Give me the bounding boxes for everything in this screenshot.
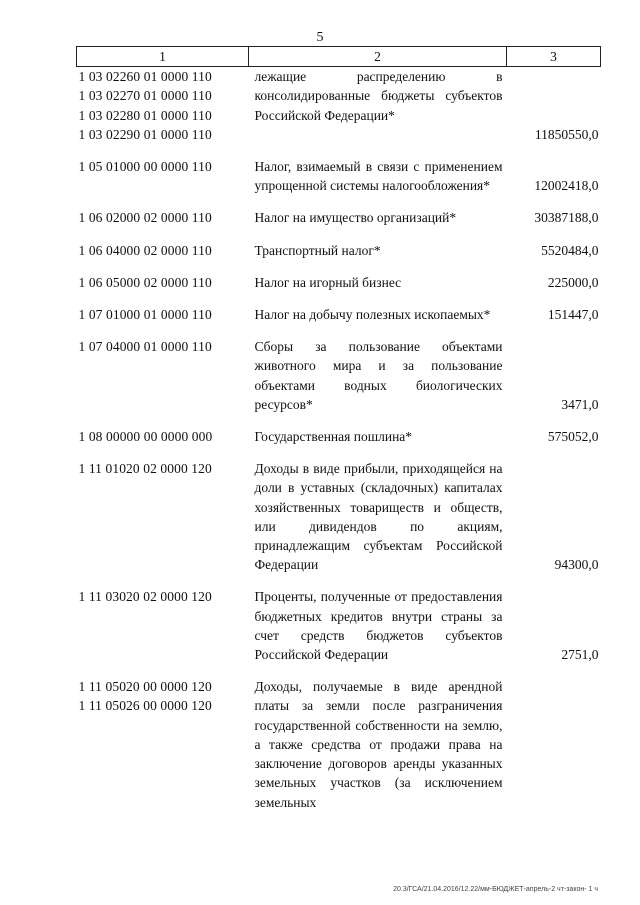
row-spacer	[77, 574, 601, 587]
budget-code: 1 11 05020 00 0000 120 1 11 05026 00 0000 120	[78, 679, 212, 714]
table-row	[77, 427, 601, 446]
budget-code: 1 11 03020 02 0000 120	[78, 589, 212, 605]
budget-code: 1 08 00000 00 0000 000	[78, 429, 213, 445]
row-spacer	[77, 324, 601, 337]
revenue-name: Проценты, полученные от предоставления бюджетных кредитов внутри страны за счет средств бюджетов субъектов Российской Федерации	[254, 589, 503, 663]
budget-code: 1 06 04000 02 0000 110	[78, 242, 212, 258]
amount-value: 12002418,0	[534, 178, 599, 194]
table-row	[77, 241, 601, 260]
budget-table	[76, 46, 601, 812]
row-spacer	[77, 446, 601, 459]
amount-value: 94300,0	[554, 557, 599, 573]
table-row	[77, 157, 601, 195]
row-spacer	[77, 292, 601, 305]
revenue-name: лежащие распределению в консолидированные бюджеты субъектов Российской Федерации*	[254, 69, 503, 123]
row-spacer	[77, 260, 601, 273]
table-row	[77, 208, 601, 227]
revenue-name: Доходы, получаемые в виде арендной платы за земли после разграничения государственной собственности на землю, а также средства от продажи права на заключение договоров аренды указанных земельных участков (за исключением земельных	[254, 679, 503, 810]
header-col-1: 1	[77, 47, 249, 67]
row-spacer	[77, 664, 601, 677]
revenue-name: Транспортный налог*	[254, 242, 381, 258]
revenue-name: Налог, взимаемый в связи с применением упрощенной системы налогообложения*	[254, 159, 503, 194]
budget-code: 1 03 02260 01 0000 110 1 03 02270 01 0000 110 1 03 02280 01 0000 110 1 03 02290 01 0000 110	[78, 69, 212, 142]
amount-value	[507, 677, 601, 811]
revenue-name: Налог на игорный бизнес	[254, 274, 402, 290]
table-row	[77, 67, 601, 144]
table-row	[77, 677, 601, 811]
amount-value: 5520484,0	[541, 242, 599, 258]
budget-code: 1 06 02000 02 0000 110	[78, 210, 212, 226]
amount-value: 151447,0	[547, 307, 599, 323]
amount-value: 575052,0	[547, 429, 599, 445]
revenue-name: Налог на имущество организаций*	[254, 210, 457, 226]
table-row	[77, 273, 601, 292]
row-spacer	[77, 228, 601, 241]
row-spacer	[77, 195, 601, 208]
table-row	[77, 337, 601, 414]
header-col-3: 3	[507, 47, 601, 67]
revenue-name: Государственная пошлина*	[254, 429, 413, 445]
amount-value: 30387188,0	[534, 210, 599, 226]
row-spacer	[77, 414, 601, 427]
row-spacer	[77, 144, 601, 157]
revenue-name: Налог на добычу полезных ископаемых*	[254, 307, 491, 323]
revenue-name: Сборы за пользование объектами животного мира и за пользование объектами водных биологических ресурсов*	[254, 339, 503, 412]
revenue-name: Доходы в виде прибыли, приходящейся на доли в уставных (складочных) капиталах хозяйственных товариществ и обществ, или дивидендов по акциям, принадлежащим субъектам Российской Федерации	[254, 461, 503, 573]
table-body	[77, 67, 601, 812]
amount-value: 11850550,0	[534, 126, 599, 142]
table-row	[77, 459, 601, 574]
budget-code: 1 07 01000 01 0000 110	[78, 307, 212, 323]
table-header-row	[77, 47, 601, 67]
table-row	[77, 587, 601, 664]
budget-code: 1 11 01020 02 0000 120	[78, 461, 212, 477]
budget-code: 1 05 01000 00 0000 110	[78, 159, 212, 175]
header-col-2: 2	[249, 47, 507, 67]
amount-value: 2751,0	[561, 647, 599, 663]
document-footer: 20.3/ГСА/21.04.2016/12.22/мм-БЮДЖЕТ-апрель-2 чт-закон- 1 ч	[393, 886, 598, 893]
page-number: 5	[316, 30, 324, 45]
amount-value: 225000,0	[547, 274, 599, 290]
amount-value: 3471,0	[561, 396, 599, 412]
budget-code: 1 07 04000 01 0000 110	[78, 339, 212, 355]
budget-code: 1 06 05000 02 0000 110	[78, 274, 212, 290]
table-row	[77, 305, 601, 324]
